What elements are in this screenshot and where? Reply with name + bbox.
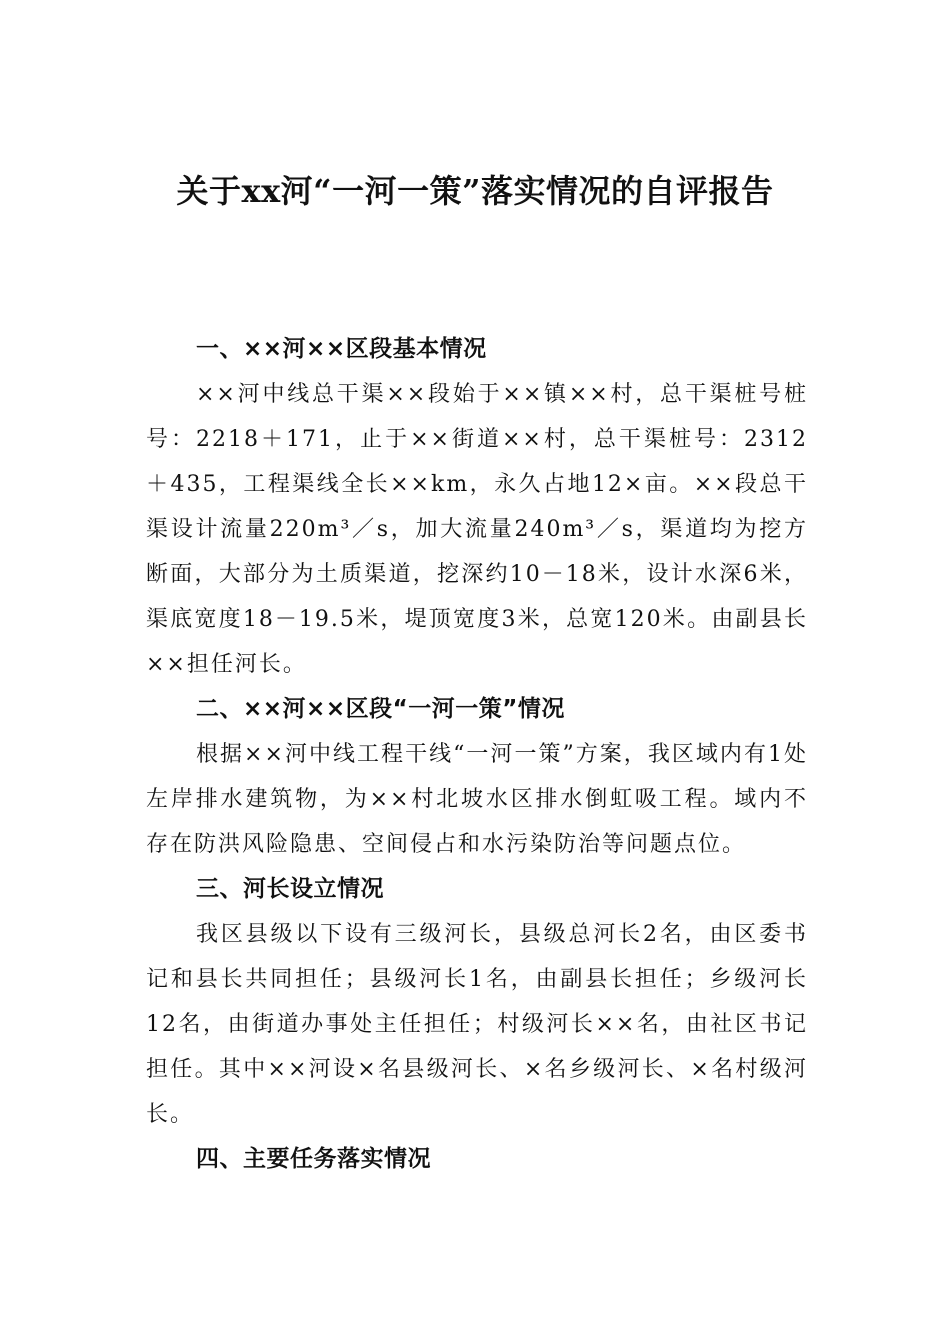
section-river-policy [146,687,808,867]
document-title: 关于xx河“一河一策”落实情况的自评报告 [176,172,774,210]
section-heading: 三、河长设立情况 [196,876,384,902]
section-heading: 二、××河××区段“一河一策”情况 [196,696,565,722]
section-paragraph: ××河中线总干渠××段始于××镇××村，总干渠桩号桩号：2218＋171，止于××街道××村，总干渠桩号：2312＋435，工程渠线全长××km，永久占地12×亩。××段总干渠设计流量220m³／s，加大流量240m³／s，渠道均为挖方断面，大部分为土质渠道，挖深约10－18米，设计水深6米，渠底宽度18－19.5米，堤顶宽度3米，总宽120米。由副县长××担任河长。 [146,382,808,677]
section-heading: 一、××河××区段基本情况 [196,336,487,362]
section-basic-info [146,327,808,687]
section-heading: 四、主要任务落实情况 [196,1146,431,1172]
section-main-tasks [146,1137,808,1182]
section-paragraph: 我区县级以下设有三级河长，县级总河长2名，由区委书记和县长共同担任；县级河长1名，由副县长担任；乡级河长12名，由街道办事处主任担任；村级河长××名，由社区书记担任。其中××河设×名县级河长、×名乡级河长、×名村级河长。 [146,922,808,1127]
document-body [146,327,808,1182]
section-paragraph: 根据××河中线工程干线“一河一策”方案，我区域内有1处左岸排水建筑物，为××村北坡水区排水倒虹吸工程。域内不存在防洪风险隐患、空间侵占和水污染防治等问题点位。 [146,742,808,857]
section-river-chief [146,867,808,1137]
